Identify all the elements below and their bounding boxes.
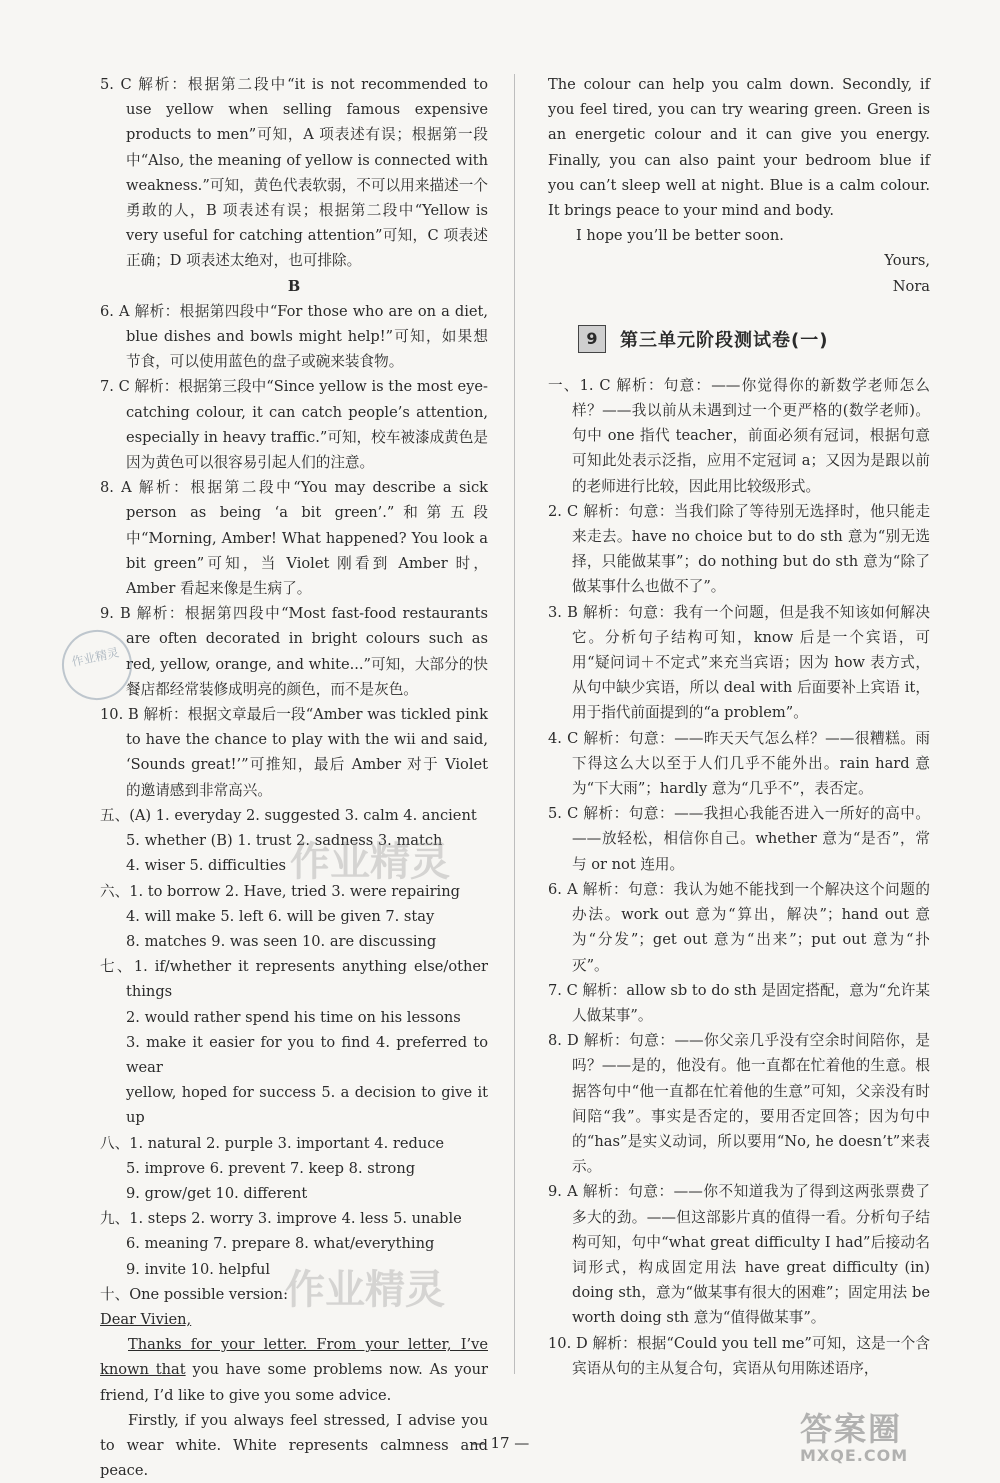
page-number: — 17 —: [470, 1434, 530, 1452]
letter-paragraph-2: Firstly, if you always feel stressed, I advise you to wear white. White represents calmness and peace.: [100, 1411, 488, 1480]
watermark-stamp-icon: 作业精灵: [55, 623, 138, 706]
letter-p1-a: Thanks for your letter. From your letter, I’ve: [128, 1336, 488, 1354]
answer-5: 5. C 解析：根据第二段中“it is not recommended to use yellow when selling famous expensive products to men”可知，A 项表述有误；根据第一段中“Also, the meaning of yellow is connected with weakness.”可知，黄色代表软弱，不可以用来描述一个勇敢的人，B 项表述有误；根据第二段中“Yellow is very useful for catching attention”可知，C 项表述正确；D 项表述太绝对，也可排除。: [100, 76, 488, 270]
section-title: 第三单元阶段测试卷(一): [620, 329, 829, 351]
section-6-line-2: 4. will make 5. left 6. will be given 7. stay: [126, 907, 435, 925]
section-5-line-2: 5. whether (B) 1. trust 2. sadness 3. match: [126, 832, 443, 850]
section-9-line-1: 九、1. steps 2. worry 3. improve 4. less 5. unable: [100, 1210, 462, 1228]
right-answer-4: 4. C 解析：句意：——昨天天气怎么样？——很糟糕。雨下得这么大以至于人们几乎不能外出。rain hard 意为“下大雨”；hardly 意为“几乎不”，表否定。: [548, 729, 930, 798]
right-answer-6: 6. A 解析：句意：我认为她不能找到一个解决这个问题的办法。work out 意为“算出，解决”；hand out 意为“分发”；get out 意为“出来”；put out 意为“扑灭”。: [548, 880, 930, 974]
section-5-line-3: 4. wiser 5. difficulties: [126, 857, 286, 875]
logo-text: 答案圈: [800, 1410, 903, 1448]
right-answer-3: 3. B 解析：句意：我有一个问题，但是我不知该如何解决它。分析句子结构可知，know 后是一个宾语，可用“疑问词＋不定式”来充当宾语；因为 how 表方式，从句中缺少宾语，所以 deal with 后面要补上宾语 it，用于指代前面提到的“a problem”。: [548, 603, 930, 722]
section-10-heading: 十、One possible version:: [100, 1285, 289, 1303]
site-logo-icon: [800, 1404, 990, 1464]
column-divider: [514, 74, 515, 1374]
right-answer-9: 9. A 解析：句意：——你不知道我为了得到这两张票费了多大的劲。——但这部影片真的值得一看。分析句子结构可知，句中“what great difficulty I had”后接动名词形式，构成固定用法 have great difficulty (in) doing sth，意为“做某事有很大的困难”；固定用法 be worth doing sth 意为“值得做某事”。: [548, 1183, 930, 1327]
section-7-line-1: 七、1. if/whether it represents anything else/other things: [100, 958, 488, 1001]
letter-p1-b: known that: [100, 1361, 186, 1379]
watermark-text-2: 作业精灵: [285, 1267, 445, 1313]
right-answer-7: 7. C 解析：allow sb to do sth 是固定搭配，意为“允许某人做某事”。: [548, 981, 930, 1024]
answer-8: 8. A 解析：根据第二段中“You may describe a sick person as being ‘a bit green’.”和第五段中“Morning, Amber! What happened? You look a bit green”可知，当 Violet 刚看到 Amber 时，Amber 看起来像是生病了。: [100, 479, 488, 598]
section-8-line-2: 5. improve 6. prevent 7. keep 8. strong: [126, 1159, 416, 1177]
answer-7: 7. C 解析：根据第三段中“Since yellow is the most eye-catching colour, it can catch people’s attention, especially in heavy traffic.”可知，校车被漆成黄色是因为黄色可以很容易引起人们的注意。: [100, 378, 488, 472]
letter-signature: Nora: [892, 277, 930, 295]
section-b-heading: B: [287, 277, 301, 295]
section-6-line-1: 六、1. to borrow 2. Have, tried 3. were repairing: [100, 882, 460, 900]
section-number-badge: 9: [578, 325, 606, 353]
letter-paragraph-1: [100, 1332, 488, 1408]
answer-10: 10. B 解析：根据文章最后一段“Amber was tickled pink to have the chance to play with the wii and said, ‘Sounds great!’”可推知，最后 Amber 对于 Violet 的邀请感到非常高兴。: [100, 706, 488, 799]
section-5-line-1: 五、(A) 1. everyday 2. suggested 3. calm 4. ancient: [100, 806, 477, 824]
section-9-line-2: 6. meaning 7. prepare 8. what/everything: [126, 1235, 435, 1253]
letter-greeting: Dear Vivien,: [100, 1310, 192, 1328]
section-7-line-4: yellow, hoped for success 5. a decision to give it up: [126, 1084, 488, 1127]
answer-6: 6. A 解析：根据第四段中“For those who are on a diet, blue dishes and bowls might help!”可知，如果想节食，可以使用蓝色的盘子或碗来装食物。: [100, 302, 488, 371]
right-answer-10: 10. D 解析：根据“Could you tell me”可知，这是一个含宾语从句的主从复合句，宾语从句用陈述语序，: [548, 1334, 930, 1377]
right-column: [548, 72, 930, 1381]
letter-yours: Yours,: [884, 252, 930, 270]
right-answer-2: 2. C 解析：句意：当我们除了等待别无选择时，他只能走来走去。have no choice but to do sth 意为“别无选择，只能做某事”；do nothing but do sth 意为“除了做某事什么也做不了”。: [548, 502, 930, 596]
section-9-line-3: 9. invite 10. helpful: [126, 1260, 271, 1278]
letter-p1-c: you have some problems now. As your friend, I’d like to give you some advice.: [100, 1361, 488, 1404]
section-8-line-1: 八、1. natural 2. purple 3. important 4. reduce: [100, 1134, 445, 1152]
section-heading: [578, 325, 930, 353]
section-7-line-3: 3. make it easier for you to find 4. preferred to wear: [126, 1033, 488, 1076]
answer-9: 9. B 解析：根据第四段中“Most fast-food restaurants are often decorated in bright colours such as red, yellow, orange, and white...”可知，大部分的快餐店都经常装修成明亮的颜色，而不是灰色。: [100, 605, 488, 698]
right-answer-8: 8. D 解析：句意：——你父亲几乎没有空余时间陪你，是吗？——是的，他没有。他一直都在忙着他的生意。根据答句中“他一直都在忙着他的生意”可知，父亲没有时间陪“我”。事实是否定的，要用否定回答；因为句中的“has”是实义动词，所以要用“No, he doesn’t”来表示。: [548, 1032, 930, 1176]
right-answer-1: 一、1. C 解析：句意：——你觉得你的新数学老师怎么样？——我以前从未遇到过一个更严格的(数学老师)。句中 one 指代 teacher，前面必须有冠词，根据句意可知此处表示泛指，应用不定冠词 a；又因为是跟以前的老师进行比较，因此用比较级形式。: [548, 376, 930, 495]
logo-url: MXQE.COM: [800, 1446, 909, 1465]
watermark-text-1: 作业精灵: [290, 839, 450, 885]
section-8-line-3: 9. grow/get 10. different: [126, 1184, 308, 1202]
right-answer-5: 5. C 解析：句意：——我担心我能否进入一所好的高中。——放轻松，相信你自己。whether 意为“是否”，常与 or not 连用。: [548, 805, 930, 873]
letter-continuation: The colour can help you calm down. Secondly, if you feel tired, you can try wearing green. Green is an energetic colour and it can give you energy. Finally, you can also paint your bedroom blue if you can’t sleep well at night. Blue is a calm colour. It brings peace to your mind and body.: [548, 76, 930, 220]
section-6-line-3: 8. matches 9. was seen 10. are discussing: [126, 932, 437, 950]
section-7-line-2: 2. would rather spend his time on his lessons: [126, 1008, 461, 1026]
letter-closing: I hope you’ll be better soon.: [576, 227, 784, 245]
